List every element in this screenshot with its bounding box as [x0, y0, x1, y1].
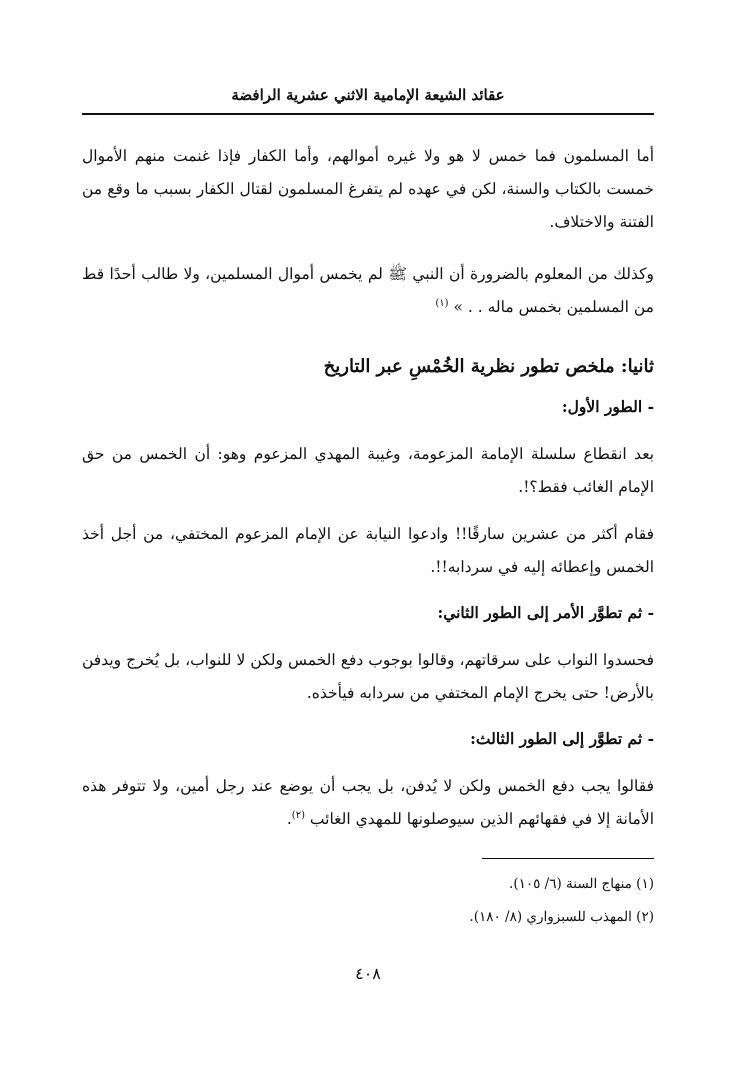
- footnote-2: (٢) المهذب للسبزواري (٨/ ١٨٠).: [469, 909, 654, 925]
- paragraph-3-text: بعد انقطاع سلسلة الإمامة المزعومة، وغيبة المهدي المزعوم وهو: أن الخمس من حق الإمام الغائب فقط؟!.: [82, 445, 654, 496]
- footnote-rule: [482, 858, 654, 859]
- running-header: عقائد الشيعة الإمامية الاثني عشرية الرافضة: [231, 86, 505, 104]
- paragraph-1: [82, 140, 654, 239]
- paragraph-2-text: وكذلك من المعلوم بالضرورة أن النبي ﷺ لم يخمس أموال المسلمين، ولا طالب أحدًا قط من المسلمين بخمس ماله . . »: [82, 265, 654, 316]
- paragraph-6-text: فقالوا يجب دفع الخمس ولكن لا يُدفن، بل يجب أن يوضع عند رجل أمين، ولا تتوفر هذه الأمانة إلا في فقهائهم الذين سيوصلونها للمهدي الغائب: [82, 777, 654, 828]
- paragraph-1-text: أما المسلمون فما خمس لا هو ولا غيره أموالهم، وأما الكفار فإذا غنمت منهم الأموال خمست بالكتاب والسنة، لكن في عهده لم يتفرغ المسلمون لقتال الكفار بسبب ما وقع من الفتنة والاختلاف.: [82, 147, 654, 231]
- paragraph-4-text: فقام أكثر من عشرين سارقًا!! وادعوا النيابة عن الإمام المزعوم المختفي، من أجل أخذ الخمس وإعطائه إليه في سردابه!!.: [82, 525, 654, 576]
- footnote-1: (١) منهاج السنة (٦/ ١٠٥).: [509, 876, 654, 892]
- paragraph-2: [82, 258, 654, 324]
- footnote-ref-1: (١): [435, 297, 449, 309]
- subheading-third-stage: - ثم تطوَّر إلى الطور الثالث:: [470, 729, 654, 748]
- paragraph-5: [82, 644, 654, 710]
- paragraph-2-block: [82, 258, 654, 324]
- paragraph-6-block: [82, 770, 654, 836]
- paragraph-6-end: .: [286, 810, 292, 828]
- header-rule: [82, 113, 654, 115]
- paragraph-3: [82, 438, 654, 504]
- footnote-ref-2: (٢): [291, 809, 305, 821]
- subheading-first-stage: - الطور الأول:: [561, 397, 654, 416]
- page-number: ٤٠٨: [355, 964, 381, 983]
- paragraph-4: [82, 518, 654, 584]
- section-title: ثانيا: ملخص تطور نظرية الخُمْسِ عبر التاريخ: [323, 356, 654, 377]
- subheading-second-stage: - ثم تطوَّر الأمر إلى الطور الثاني:: [437, 603, 654, 622]
- paragraph-6: [82, 770, 654, 836]
- paragraph-5-text: فحسدوا النواب على سرقاتهم، وقالوا بوجوب دفع الخمس ولكن لا للنواب، بل يُخرج ويدفن بالأرض! حتى يخرج الإمام المختفي من سردابه فيأخذه.: [82, 651, 654, 702]
